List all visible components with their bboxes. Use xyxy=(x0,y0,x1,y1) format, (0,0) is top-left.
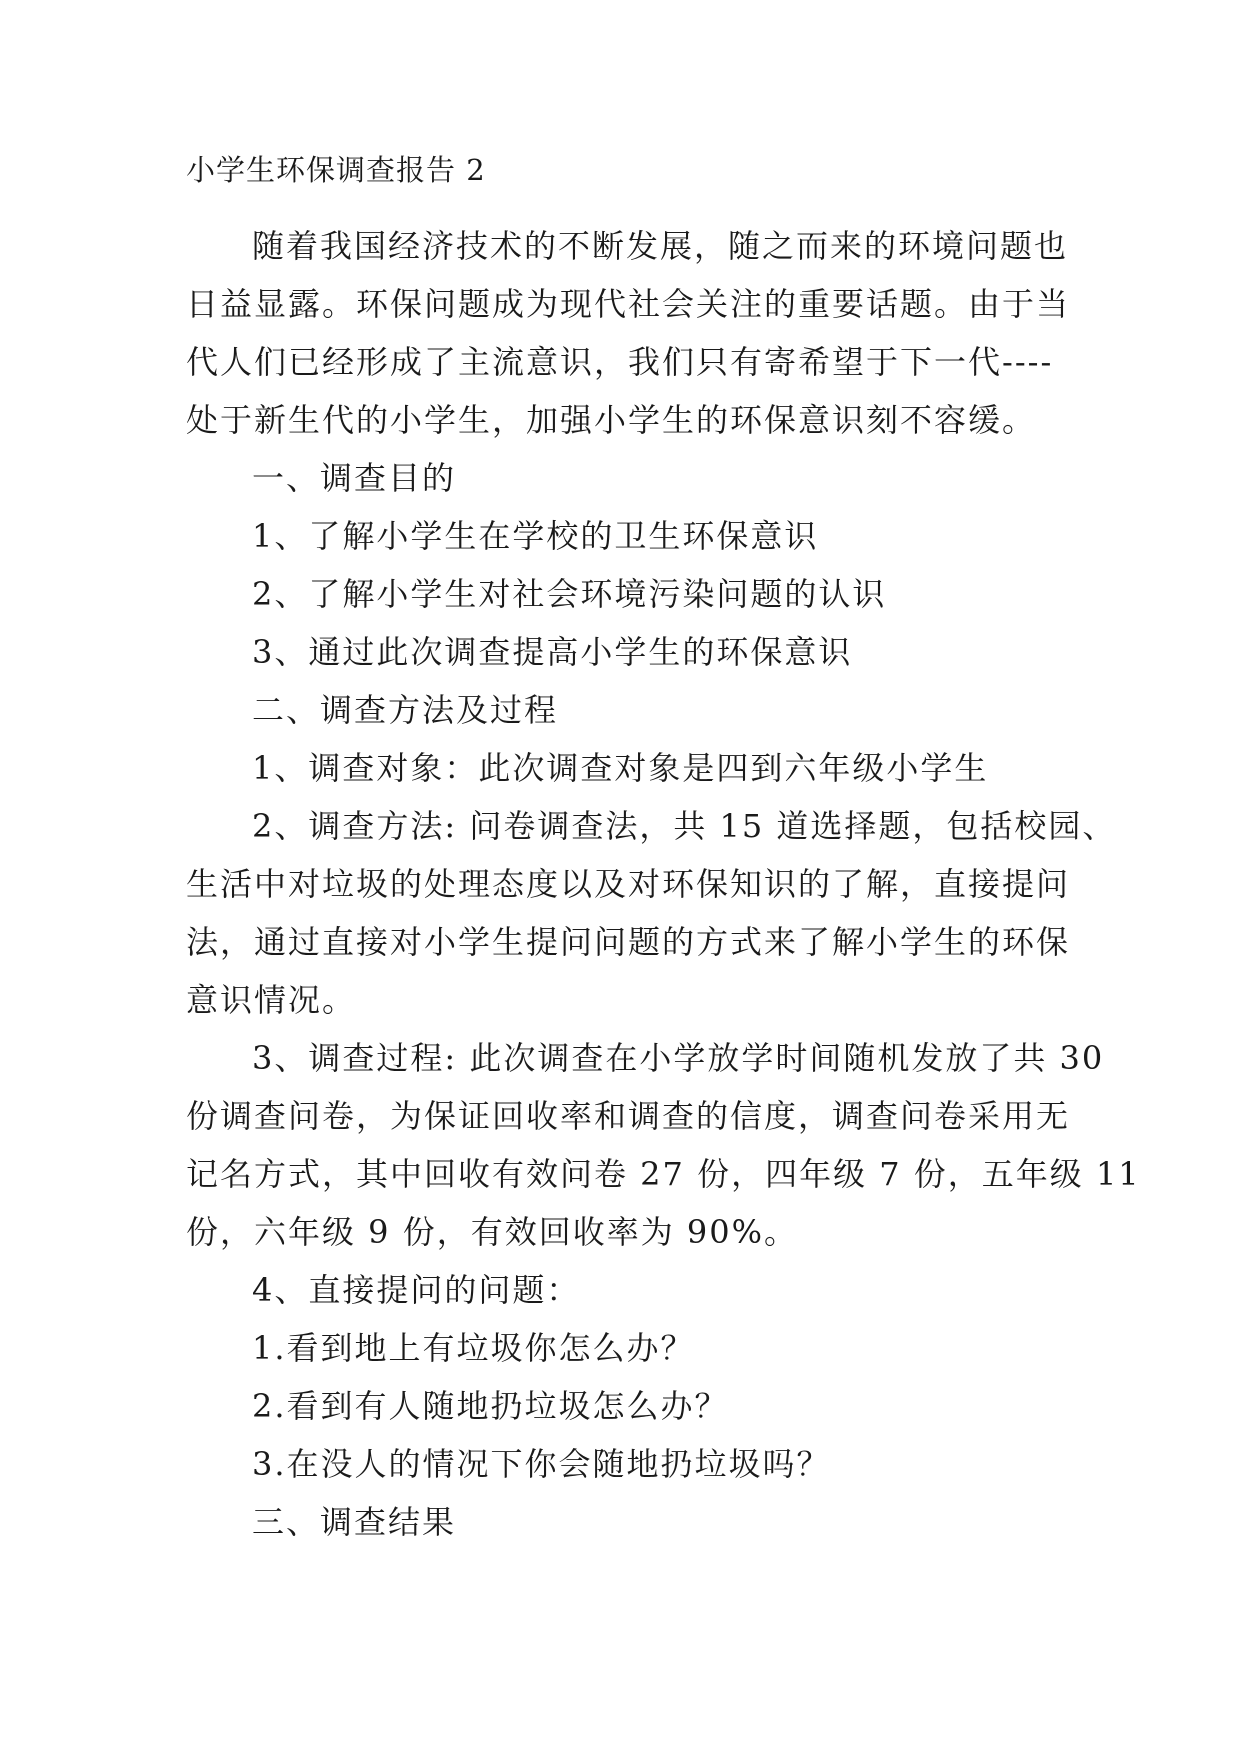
purpose-item: 3、通过此次调查提高小学生的环保意识 xyxy=(252,633,853,671)
method-item-approach: 意识情况。 xyxy=(186,981,357,1019)
intro-line: 代人们已经形成了主流意识，我们只有寄希望于下一代---- xyxy=(186,343,1054,381)
question-item: 1.看到地上有垃圾你怎么办？ xyxy=(252,1329,695,1367)
intro-line: 随着我国经济技术的不断发展，随之而来的环境问题也 xyxy=(252,227,1069,265)
method-item-approach: 法，通过直接对小学生提问问题的方式来了解小学生的环保 xyxy=(186,923,1071,961)
method-item-approach: 2、调查方法: 问卷调查法，共 15 道选择题，包括校园、 xyxy=(252,807,1117,845)
method-item-approach: 生活中对垃圾的处理态度以及对环保知识的了解，直接提问 xyxy=(186,865,1071,903)
intro-line: 日益显露。环保问题成为现代社会关注的重要话题。由于当 xyxy=(186,285,1071,323)
method-item-questions: 4、直接提问的问题： xyxy=(252,1271,581,1309)
document-title: 小学生环保调查报告 2 xyxy=(186,153,486,187)
section-heading-method: 二、调查方法及过程 xyxy=(252,691,559,729)
section-heading-purpose: 一、调查目的 xyxy=(252,459,457,497)
intro-line: 处于新生代的小学生，加强小学生的环保意识刻不容缓。 xyxy=(186,401,1037,439)
method-item-process: 份调查问卷，为保证回收率和调查的信度，调查问卷采用无 xyxy=(186,1097,1071,1135)
method-item-process: 3、调查过程: 此次调查在小学放学时间随机发放了共 30 xyxy=(252,1039,1105,1077)
question-item: 2.看到有人随地扔垃圾怎么办？ xyxy=(252,1387,729,1425)
purpose-item: 2、了解小学生对社会环境污染问题的认识 xyxy=(252,575,887,613)
section-heading-results: 三、调查结果 xyxy=(252,1503,457,1541)
question-item: 3.在没人的情况下你会随地扔垃圾吗？ xyxy=(252,1445,831,1483)
purpose-item: 1、了解小学生在学校的卫生环保意识 xyxy=(252,517,819,555)
method-item-process: 记名方式，其中回收有效问卷 27 份，四年级 7 份，五年级 11 xyxy=(186,1155,1141,1193)
method-item-subjects: 1、调查对象：此次调查对象是四到六年级小学生 xyxy=(252,749,989,787)
method-item-process: 份，六年级 9 份，有效回收率为 90%。 xyxy=(186,1213,799,1251)
